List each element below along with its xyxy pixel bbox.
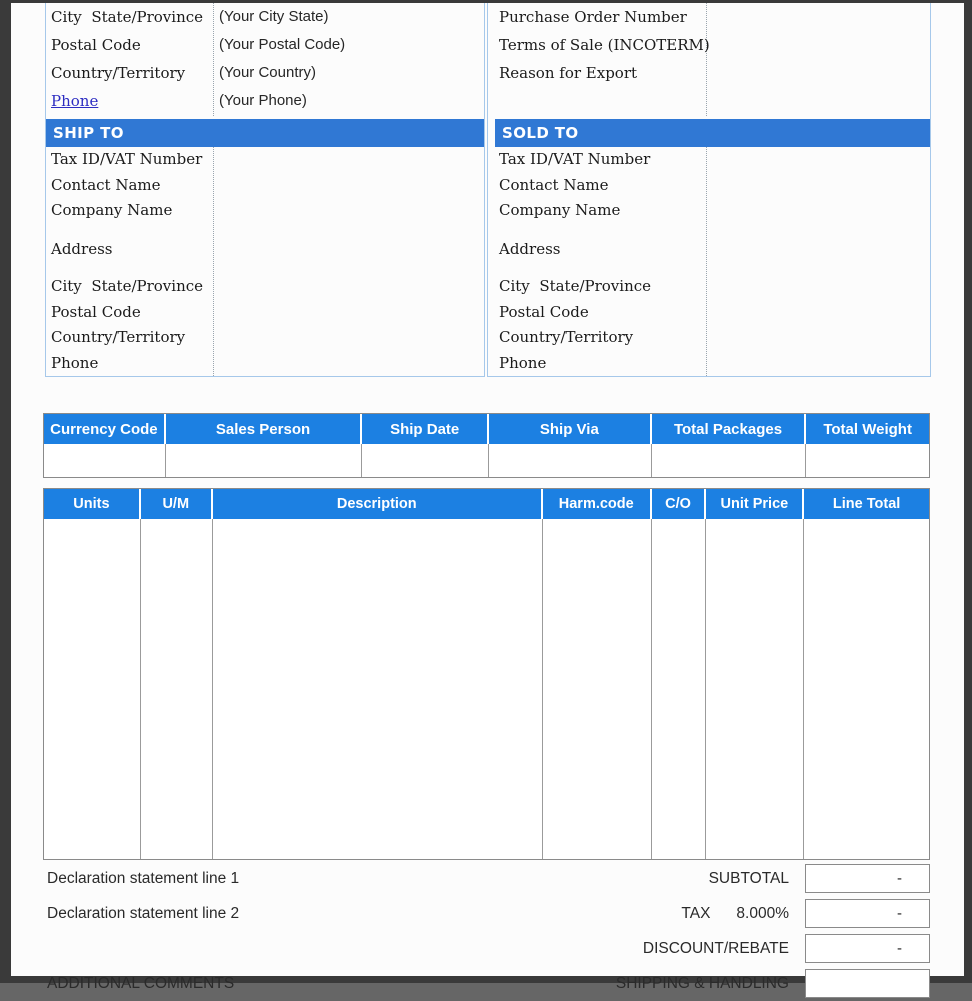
incoterm-label: Terms of Sale (INCOTERM) (499, 36, 710, 54)
shipment-header-row (44, 414, 929, 444)
field-label: Country/Territory (51, 328, 186, 346)
field-label: Address (51, 239, 113, 258)
subtotal-value-cell[interactable]: - (805, 864, 930, 893)
sold-to-title: SOLD TO (502, 124, 579, 142)
spacer-row (488, 224, 706, 237)
spacer-row (488, 87, 706, 115)
country-origin-cell[interactable] (652, 519, 707, 859)
units-cell[interactable] (44, 519, 141, 859)
field-label: Phone (51, 353, 99, 372)
field-label: City State/Province (499, 277, 652, 295)
phone-link[interactable]: Phone (51, 92, 99, 110)
harm-code-cell[interactable] (543, 519, 652, 859)
your-info-labels (46, 3, 214, 116)
total-weight-header: Total Weight (823, 420, 912, 438)
ship-date-cell[interactable] (362, 444, 489, 477)
description-header: Description (213, 489, 543, 519)
spacer-row (488, 262, 706, 274)
reason-export-label: Reason for Export (499, 64, 638, 82)
shipping-row (43, 966, 930, 1001)
spacer-row (46, 224, 213, 237)
country-origin-header: C/O (652, 489, 707, 519)
your-info-values (214, 3, 484, 116)
shipping-label: SHIPPING & HANDLING (615, 974, 789, 992)
field-label: Postal Code (499, 302, 589, 321)
discount-value-cell[interactable]: - (805, 934, 930, 963)
ship-to-title: SHIP TO (53, 124, 124, 142)
line-total-cell[interactable] (804, 519, 929, 859)
totals-section (43, 861, 930, 1001)
right-column (487, 3, 931, 377)
country-value[interactable]: (Your Country) (219, 64, 316, 81)
invoice-page (11, 3, 964, 992)
ship-via-header: Ship Via (489, 414, 652, 444)
order-info-entry-area[interactable] (707, 3, 930, 116)
field-label: Country/Territory (499, 328, 634, 346)
your-info-section (46, 3, 484, 116)
city-state-label: City State/Province (51, 8, 204, 26)
ship-to-address-block (46, 147, 484, 376)
discount-label: DISCOUNT/REBATE (642, 939, 789, 957)
discount-row (43, 931, 930, 966)
total-weight-cell[interactable] (806, 444, 929, 477)
sales-person-header: Sales Person (166, 414, 363, 444)
shipping-value-cell[interactable] (805, 969, 930, 998)
declaration-line-1: Declaration statement line 1 (47, 869, 240, 887)
tax-row (43, 896, 930, 931)
ship-to-entry-area[interactable] (214, 147, 484, 376)
field-label: Contact Name (499, 175, 609, 194)
tax-value-cell[interactable]: - (805, 899, 930, 928)
line-total-header: Line Total (832, 496, 901, 512)
spacer-row (46, 262, 213, 274)
unit-price-cell[interactable] (706, 519, 804, 859)
field-label: Company Name (51, 201, 173, 219)
country-label: Country/Territory (51, 64, 186, 82)
field-label: Postal Code (51, 302, 141, 321)
tax-label: TAX (681, 904, 711, 922)
sold-to-header-bar (495, 119, 930, 147)
postal-code-value[interactable]: (Your Postal Code) (219, 36, 346, 53)
po-number-label: Purchase Order Number (499, 8, 687, 26)
tax-rate[interactable]: 8.000% (736, 904, 789, 922)
declaration-line-2: Declaration statement line 2 (47, 904, 240, 922)
ship-date-header: Ship Date (362, 414, 489, 444)
ship-via-cell[interactable] (489, 444, 652, 477)
ship-to-labels (46, 147, 214, 376)
items-entry-area (44, 519, 929, 859)
units-header: Units (44, 489, 141, 519)
field-label: Company Name (499, 201, 621, 219)
field-label: Contact Name (51, 175, 161, 194)
uom-header: U/M (141, 489, 213, 519)
field-label: City State/Province (51, 277, 204, 295)
left-column (45, 3, 485, 377)
field-label: Tax ID/VAT Number (51, 150, 203, 168)
phone-value[interactable]: (Your Phone) (219, 92, 307, 109)
total-packages-cell[interactable] (652, 444, 807, 477)
total-packages-header: Total Packages (652, 414, 807, 444)
line-items-table (43, 488, 930, 860)
subtotal-label: SUBTOTAL (708, 869, 789, 887)
sold-to-labels (488, 147, 707, 376)
sold-to-entry-area[interactable] (707, 147, 930, 376)
ship-to-header-bar (46, 119, 484, 147)
sales-person-cell[interactable] (166, 444, 363, 477)
shipment-details-table (43, 413, 930, 478)
subtotal-row (43, 861, 930, 896)
order-info-section (488, 3, 930, 116)
sold-to-address-block (488, 147, 930, 376)
order-info-labels (488, 3, 710, 116)
unit-price-header: Unit Price (706, 489, 804, 519)
postal-code-label: Postal Code (51, 36, 141, 54)
harm-code-header: Harm.code (543, 489, 652, 519)
field-label: Phone (499, 353, 547, 372)
items-header-row (44, 489, 929, 519)
additional-comments-label: ADDITIONAL COMMENTS (47, 974, 235, 992)
city-state-value[interactable]: (Your City State) (219, 8, 329, 25)
field-label: Tax ID/VAT Number (499, 150, 651, 168)
description-cell[interactable] (213, 519, 543, 859)
currency-code-cell[interactable] (44, 444, 166, 477)
uom-cell[interactable] (141, 519, 213, 859)
shipment-entry-row (44, 444, 929, 477)
currency-code-header: Currency Code (44, 414, 166, 444)
field-label: Address (499, 239, 561, 258)
